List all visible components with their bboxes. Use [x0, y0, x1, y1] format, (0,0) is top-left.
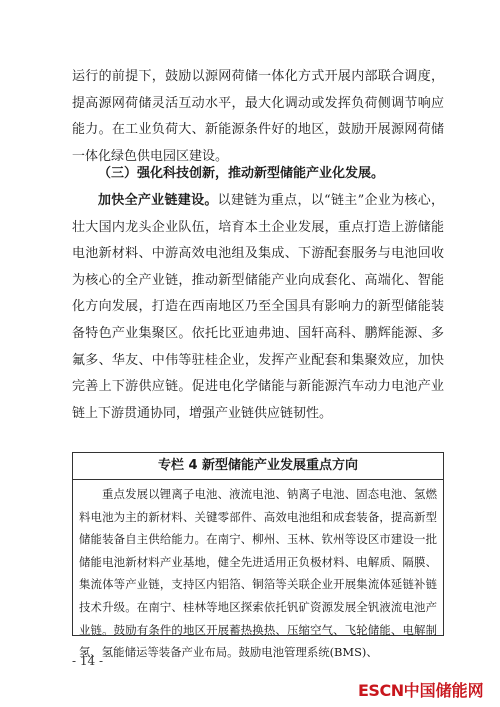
paragraph-continuation: 运行的前提下，鼓励以源网荷储一体化方式开展内部联合调度，提高源网荷储灵活互动水平，最大化调动或发挥负荷侧调节响应能力。在工业负荷大、新能源条件好的地区，鼓励开展源网荷储一体化绿色供电园区建设。 — [72, 69, 444, 164]
column-box-body: 重点发展以锂离子电池、液流电池、钠离子电池、固态电池、氢燃料电池为主的新材料、关键零部件、高效电池组和成套装备，提高新型储能装备自主供给能力。在南宁、柳州、玉林、钦州等设区市建设一批储能电池新材料产业基地，健全先进适用正负极材料、电解质、隔膜、集流体等产业链，支持区内铝箔、铜箔等关联企业开展集流体延链补链技术升级。在南宁、桂林等地区探索依托钒矿资源发展全钒液流电池产业链。鼓励有条件的地区开展蓄热换热、压缩空气、飞轮储能、电解制氢、氢能储运等装备产业布局。鼓励电池管理系统(BMS)、 — [79, 487, 437, 660]
paragraph-industry-chain — [72, 188, 444, 427]
watermark-latin: ESCN — [358, 681, 404, 700]
paragraph-body: 以建链为重点，以“链主”企业为核心，壮大国内龙头企业队伍，培育本土企业发展，重点打造上游储能电池新材料、中游高效电池组及集成、下游配套服务与电池回收为核心的全产业链，推动新型储能产业向成套化、高端化、智能化方向发展，打造在西南地区乃至全国具有影响力的新型储能装备特色产业集聚区。依托比亚迪弗迪、国轩高科、鹏辉能源、多氟多、华友、中伟等驻桂企业，发挥产业配套和集聚效应，加快完善上下游供应链。促进电化学储能与新能源汽车动力电池产业链上下游贯通协同，增强产业链供应链韧性。 — [72, 193, 444, 421]
section-heading: （三）强化科技创新，推动新型储能产业化发展。 — [98, 166, 385, 181]
watermark-chinese: 中国储能网 — [403, 681, 484, 700]
escn-watermark-logo — [358, 678, 484, 701]
column-box — [72, 452, 444, 660]
paragraph-lead-phrase: 加快全产业链建设。 — [98, 193, 218, 208]
column-box-title: 专栏 4 新型储能产业发展重点方向 — [73, 453, 443, 480]
page-number: - 14 - — [72, 654, 104, 668]
